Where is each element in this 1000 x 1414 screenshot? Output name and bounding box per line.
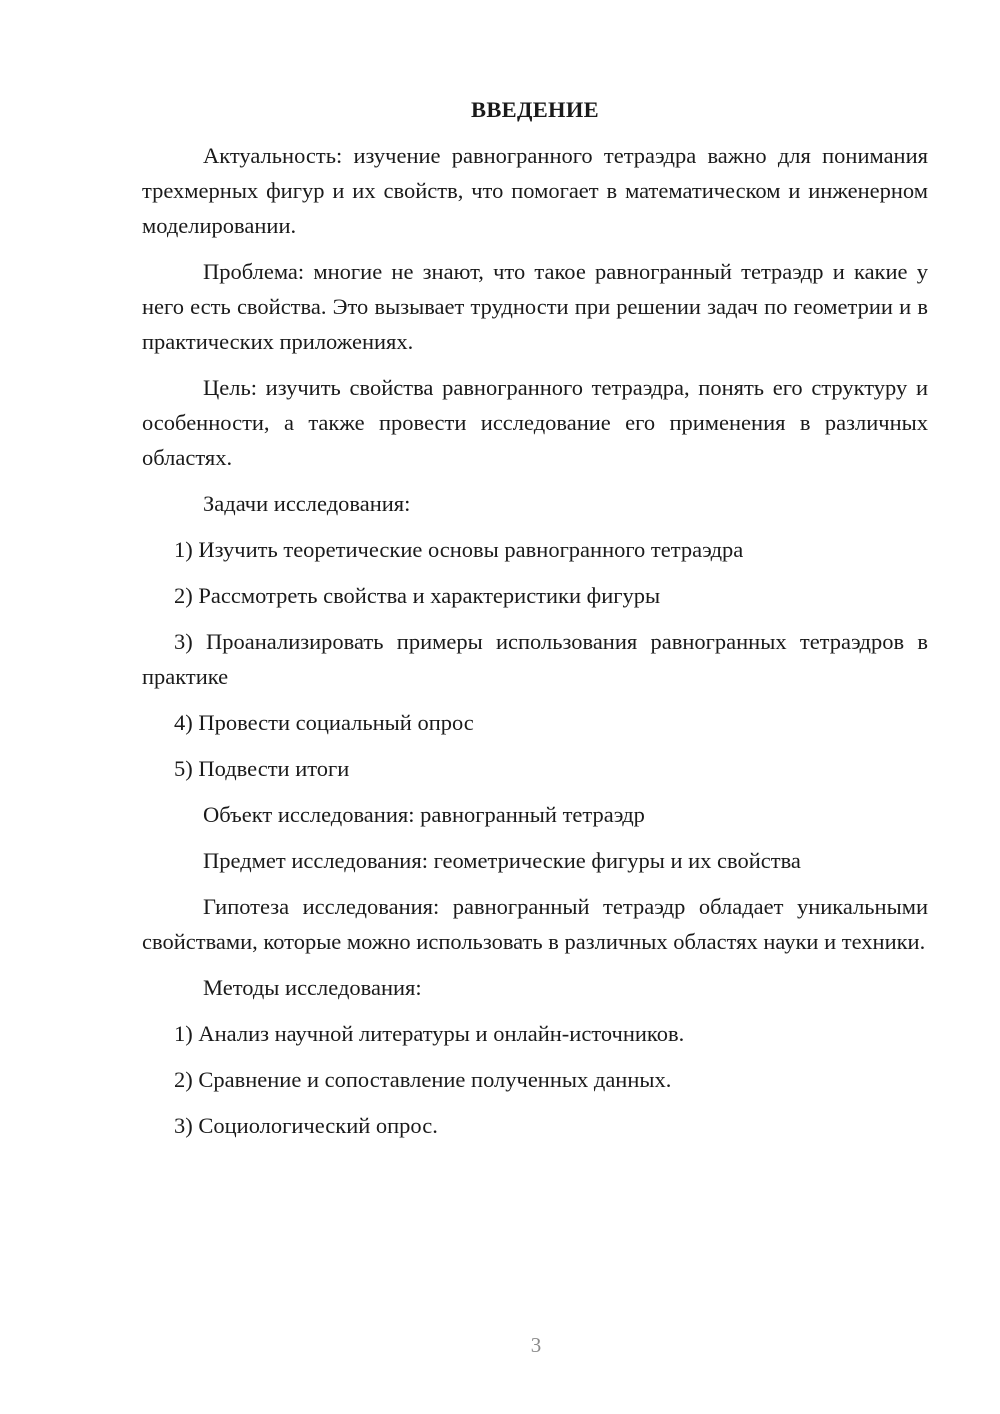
- task-item: 2) Рассмотреть свойства и характеристики фигуры: [174, 583, 661, 608]
- document-page: [142, 92, 928, 1154]
- hypothesis-paragraph: Гипотеза исследования: равногранный тетраэдр обладает уникальными свойствами, которые можно использовать в различных областях науки и техники.: [142, 894, 928, 954]
- relevance-paragraph: Актуальность: изучение равногранного тетраэдра важно для понимания трехмерных фигур и их свойств, что помогает в математическом и инженерном моделировании.: [142, 143, 928, 238]
- method-item: 1) Анализ научной литературы и онлайн-источников.: [174, 1021, 685, 1046]
- method-item: 3) Социологический опрос.: [174, 1113, 438, 1138]
- section-title: ВВЕДЕНИЕ: [471, 97, 599, 122]
- page-number: 3: [530, 1333, 542, 1357]
- subject-paragraph: Предмет исследования: геометрические фигуры и их свойства: [203, 848, 801, 873]
- task-item: 5) Подвести итоги: [174, 756, 350, 781]
- problem-paragraph: Проблема: многие не знают, что такое равногранный тетраэдр и какие у него есть свойства. Это вызывает трудности при решении задач по геометрии и в практических приложениях.: [142, 259, 928, 354]
- goal-paragraph: Цель: изучить свойства равногранного тетраэдра, понять его структуру и особенности, а также провести исследование его применения в различных областях.: [142, 375, 928, 470]
- task-item: 4) Провести социальный опрос: [174, 710, 474, 735]
- methods-heading: Методы исследования:: [203, 975, 422, 1000]
- method-item: 2) Сравнение и сопоставление полученных данных.: [174, 1067, 672, 1092]
- task-item: 1) Изучить теоретические основы равногранного тетраэдра: [174, 537, 744, 562]
- tasks-heading: Задачи исследования:: [203, 491, 411, 516]
- object-paragraph: Объект исследования: равногранный тетраэдр: [203, 802, 645, 827]
- task-item: 3) Проанализировать примеры использования равногранных тетраэдров в практике: [142, 629, 928, 689]
